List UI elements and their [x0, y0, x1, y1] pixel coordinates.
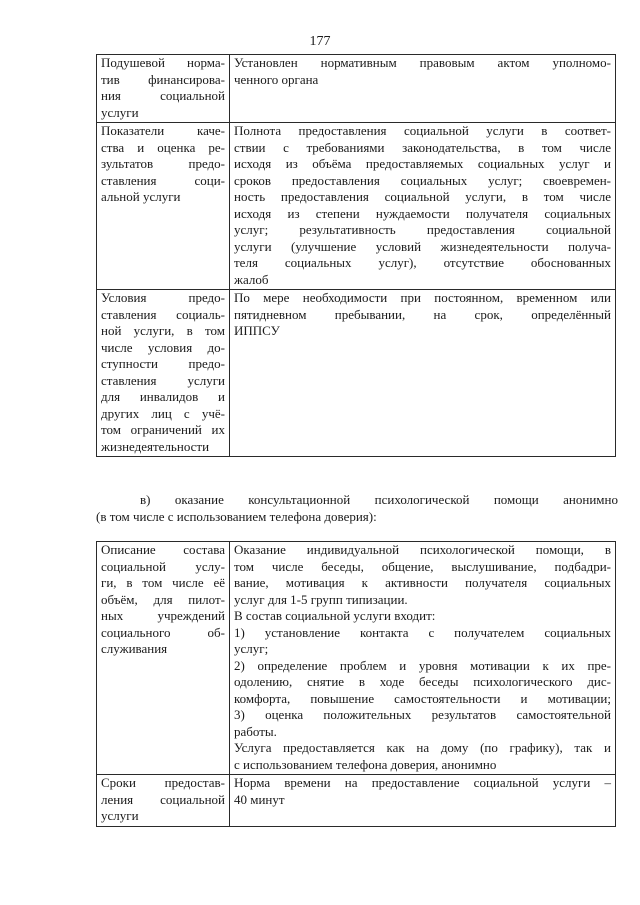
service-table-1 — [96, 54, 616, 457]
row-label-cell: Показатели каче- ства и оценка ре- зультатов предо- ставления соци- альной услуги — [97, 123, 230, 290]
row-value-cell: Оказание индивидуальной психологической помощи, в том числе беседы, общение, выслушивание, подбадри- вание, мотивация к активности получателя социальных услуг для 1-5 групп типизации. В состав социальной услуги входит: 1) установление контакта с получателем социальных услуг; 2) определение проблем и уровня мотивации к их пре- одолению, снятие в ходе беседы психологического дис- комфорта, повышение самостоятельности и мотивации; 3) оценка положительных результатов самостоятельной работы. Услуга предоставляется как на дому (по графику), так и с использованием телефона доверия, анонимно — [230, 542, 616, 775]
row-label-cell: Условия предо- ставления социаль- ной услуги, в том числе условия до- ступности предо- ставления услуги для инвалидов и других лиц с учё- том ограничений их жизнедеятельности — [97, 290, 230, 457]
paragraph-line-2: (в том числе с использованием телефона доверия): — [96, 509, 377, 524]
row-label-cell: Сроки предостав- ления социальной услуги — [97, 775, 230, 827]
section-paragraph — [0, 491, 640, 525]
table-row — [97, 542, 616, 775]
row-value-cell: По мере необходимости при постоянном, временном или пятидневном пребывании, на срок, определённый ИППСУ — [230, 290, 616, 457]
row-value-cell: Полнота предоставления социальной услуги в соответ- ствии с требованиями законодательства, в том числе исходя из объёма предоставляемых социальных услуг и сроков предоставления социальных услуг; своевремен- ность предоставления социальной услуги, в том числе исходя из степени нуждаемости получателя социальных услуг; результативность предоставления социальной услуги (улучшение условий жизнедеятельности получа- теля социальных услуг), отсутствие обоснованных жалоб — [230, 123, 616, 290]
row-label-cell: Подушевой норма- тив финансирова- ния социальной услуги — [97, 55, 230, 123]
table-row — [97, 55, 616, 123]
page-number: 177 — [309, 34, 331, 49]
table-row — [97, 290, 616, 457]
row-value-cell: Установлен нормативным правовым актом уполномо- ченного органа — [230, 55, 616, 123]
row-label-cell: Описание состава социальной услу- ги, в том числе её объём, для пилот- ных учреждений социального об- служивания — [97, 542, 230, 775]
table-row — [97, 775, 616, 827]
table-row — [97, 123, 616, 290]
service-table-2 — [96, 541, 616, 827]
row-value-cell: Норма времени на предоставление социальной услуги – 40 минут — [230, 775, 616, 827]
paragraph-line-1: в) оказание консультационной психологической помощи анонимно — [140, 492, 618, 507]
